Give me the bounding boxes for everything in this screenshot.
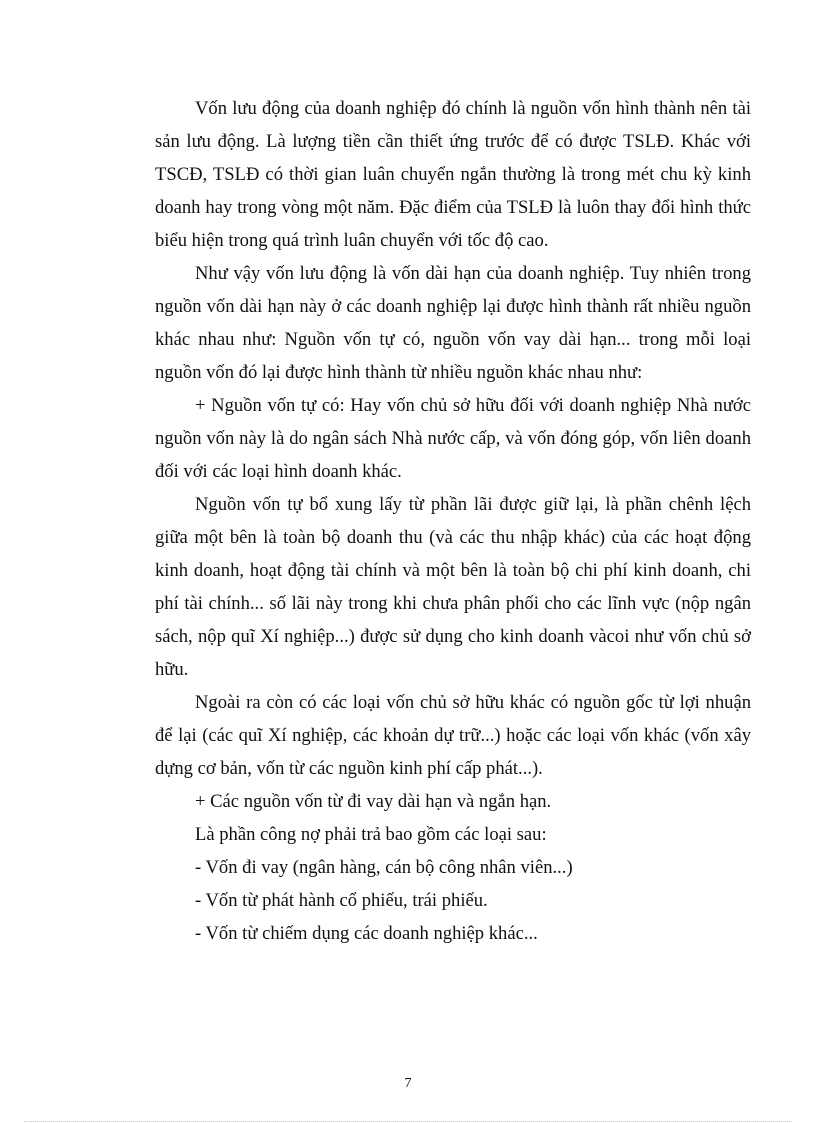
paragraph-own-capital: + Nguồn vốn tự có: Hay vốn chủ sở hữu đối với doanh nghiệp Nhà nước nguồn vốn này là do ngân sách Nhà nước cấp, và vốn đóng góp, vốn liên doanh đối với các loại hình doanh khác. (155, 395, 751, 482)
list-item-bonds-shares: - Vốn từ phát hành cổ phiếu, trái phiếu. (195, 890, 488, 911)
paragraph-long-term-capital: Như vậy vốn lưu động là vốn dài hạn của doanh nghiệp. Tuy nhiên trong nguồn vốn dài hạn này ở các doanh nghiệp lại được hình thành rất nhiều nguồn khác nhau như: Nguồn vốn tự có, nguồn vốn vay dài hạn... trong mỗi loại nguồn vốn đó lại được hình thành từ nhiều nguồn khác nhau như: (155, 263, 751, 383)
list-item-appropriated-capital: - Vốn từ chiếm dụng các doanh nghiệp khác... (195, 923, 538, 944)
line-liabilities-intro: Là phần công nợ phải trả bao gồm các loại sau: (195, 824, 547, 845)
line-borrowed-capital-heading: + Các nguồn vốn từ đi vay dài hạn và ngắn hạn. (195, 791, 552, 812)
page-bottom-rule (24, 1121, 792, 1122)
page-number: 7 (404, 1076, 412, 1091)
document-body (155, 92, 751, 950)
paragraph-retained-earnings: Nguồn vốn tự bổ xung lấy từ phần lãi được giữ lại, là phần chênh lệch giữa một bên là toàn bộ doanh thu (và các thu nhập khác) của các hoạt động kinh doanh, hoạt động tài chính và một bên là toàn bộ chi phí kinh doanh, chi phí tài chính... số lãi này trong khi chưa phân phối cho các lĩnh vực (nộp ngân sách, nộp quĩ Xí nghiệp...) được sử dụng cho kinh doanh vàcoi như vốn chủ sở hữu. (155, 494, 751, 680)
paragraph-working-capital-definition: Vốn lưu động của doanh nghiệp đó chính là nguồn vốn hình thành nên tài sản lưu động. Là lượng tiền cần thiết ứng trước để có được TSLĐ. Khác với TSCĐ, TSLĐ có thời gian luân chuyển ngắn thường là trong mét chu kỳ kinh doanh hay trong vòng một năm. Đặc điểm của TSLĐ là luôn thay đổi hình thức biểu hiện trong quá trình luân chuyển với tốc độ cao. (155, 98, 751, 251)
paragraph-other-equity: Ngoài ra còn có các loại vốn chủ sở hữu khác có nguồn gốc từ lợi nhuận để lại (các quĩ Xí nghiệp, các khoản dự trữ...) hoặc các loại vốn khác (vốn xây dựng cơ bản, vốn từ các nguồn kinh phí cấp phát...). (155, 692, 751, 779)
list-item-loans: - Vốn đi vay (ngân hàng, cán bộ công nhân viên...) (195, 857, 573, 878)
